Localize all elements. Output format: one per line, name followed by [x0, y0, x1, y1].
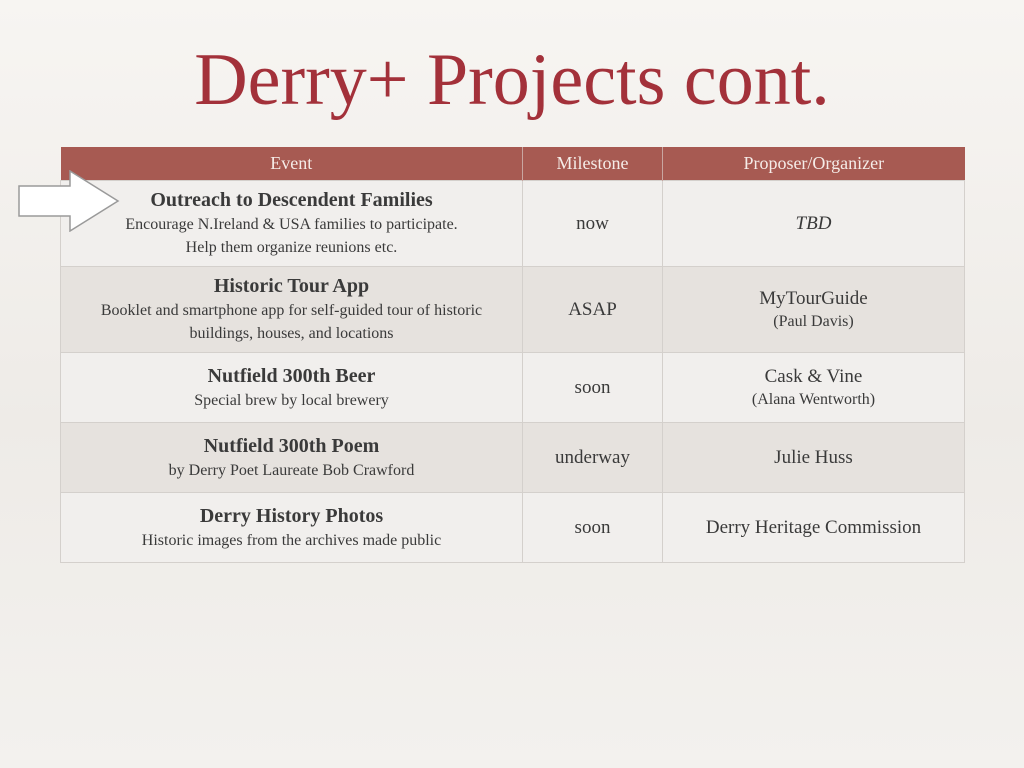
event-description: Historic images from the archives made public [141, 531, 442, 549]
right-arrow-icon [18, 170, 120, 232]
table-row [61, 423, 965, 493]
event-cell [61, 267, 523, 353]
table-row [61, 181, 965, 267]
event-cell [61, 493, 523, 563]
organizer-contact: (Paul Davis) [773, 312, 854, 330]
header-event: Event [61, 147, 523, 181]
event-title: Nutfield 300th Beer [207, 364, 376, 387]
slide-title: Derry+ Projects cont. [194, 39, 830, 121]
organizer-name: Cask & Vine [764, 365, 863, 387]
organizer-cell [663, 423, 965, 493]
organizer-cell [663, 181, 965, 267]
projects-table [60, 147, 965, 563]
event-title: Historic Tour App [213, 275, 370, 297]
table-row [61, 267, 965, 353]
organizer-name: TBD [795, 212, 832, 234]
header-milestone: Milestone [523, 147, 663, 181]
milestone-cell [523, 493, 663, 563]
organizer-cell [663, 267, 965, 353]
event-cell [61, 181, 523, 267]
table-row [61, 353, 965, 423]
organizer-cell [663, 353, 965, 423]
milestone-value: now [576, 212, 609, 234]
organizer-contact: (Alana Wentworth) [751, 390, 876, 408]
milestone-value: underway [555, 446, 630, 468]
milestone-value: ASAP [568, 298, 617, 320]
event-description: buildings, houses, and locations [189, 325, 394, 342]
event-title: Outreach to Descendent Families [150, 189, 433, 211]
organizer-name: Julie Huss [774, 446, 853, 468]
header-organizer: Proposer/Organizer [663, 147, 965, 181]
milestone-cell [523, 267, 663, 353]
milestone-value: soon [574, 516, 611, 538]
event-description: by Derry Poet Laureate Bob Crawford [168, 461, 415, 479]
milestone-cell [523, 353, 663, 423]
event-description: Help them organize reunions etc. [185, 239, 398, 256]
event-title: Derry History Photos [199, 504, 384, 527]
milestone-value: soon [574, 376, 611, 398]
organizer-name: Derry Heritage Commission [705, 516, 922, 538]
event-description: Encourage N.Ireland & USA families to participate. [125, 216, 458, 233]
table-header-row [61, 147, 965, 181]
organizer-name: MyTourGuide [759, 287, 868, 309]
event-description: Booklet and smartphone app for self-guided tour of historic [100, 302, 483, 319]
table-row [61, 493, 965, 563]
event-title: Nutfield 300th Poem [203, 434, 380, 457]
event-cell [61, 423, 523, 493]
organizer-cell [663, 493, 965, 563]
event-cell [61, 353, 523, 423]
milestone-cell [523, 181, 663, 267]
event-description: Special brew by local brewery [194, 391, 389, 409]
milestone-cell [523, 423, 663, 493]
